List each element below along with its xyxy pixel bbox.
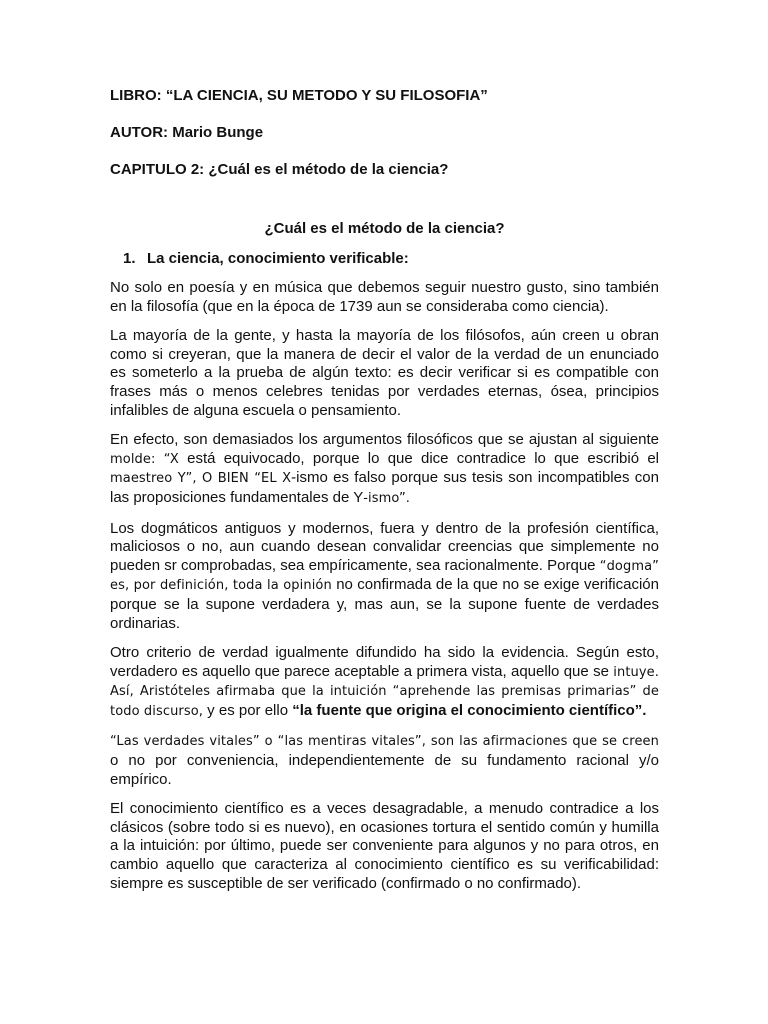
paragraph-4 — [110, 520, 659, 634]
p5-text-d: “la fuente que origina el conocimiento científico”. — [292, 701, 647, 719]
paragraph-7: El conocimiento científico es a veces desagradable, a menudo contradice a los clásicos (sobre todo si es nuevo), en ocasiones tortura el sentido común y humilla a la intuición: por último, puede ser conveniente para algunos y no para otros, en cambio aquello que caracteriza al conocimiento científico es su verificabilidad: siempre es susceptible de ser verificado (confirmado o no confirmado). — [110, 800, 659, 892]
p6-text-a: “Las verdades vitales” o “las mentiras vitales”, son las afirmaciones que se creen — [110, 734, 659, 750]
paragraph-2: La mayoría de la gente, y hasta la mayoría de los filósofos, aún creen u obran como si creyeran, que la manera de decir el valor de la verdad de un enunciado es someterlo a la prueba de algún texto: es decir verificar si es compatible con frases más o menos celebres tenidas por verdades eternas, ósea, principios infalibles de alguna escuela o pensamiento. — [110, 327, 659, 419]
chapter-line: CAPITULO 2: ¿Cuál es el método de la ciencia? — [110, 161, 449, 178]
p4-text-b: “dogma” es, por definición, toda la opinión — [110, 558, 659, 594]
p5-text-c: y es por ello — [203, 701, 293, 719]
p3-text-b: molde: “X — [110, 451, 179, 467]
p3-text-d: maestreo Y”, O BIEN “EL X — [110, 471, 292, 487]
paragraph-3 — [110, 431, 659, 508]
section-title: ¿Cuál es el método de la ciencia? — [264, 220, 505, 237]
p4-text-c: no confirmada de la que no se exige verificación porque se la supone verdadera y, mas aun, se la supone fuente de verdades ordinarias. — [110, 576, 659, 632]
list-label: La ciencia, conocimiento verificable: — [147, 250, 409, 267]
p3-text-a: En efecto, son demasiados los argumentos filosóficos que se ajustan al siguiente — [110, 431, 659, 449]
list-number: 1. — [123, 250, 136, 267]
paragraph-5 — [110, 644, 659, 721]
paragraph-1: No solo en poesía y en música que debemos seguir nuestro gusto, sino también en la filosofía (que en la época de 1739 aun se consideraba como ciencia). — [110, 279, 659, 315]
p3-text-e: -ismo es falso porque sus tesis son incompatibles con las proposiciones fundamentales de Y — [110, 469, 659, 506]
book-title: LIBRO: “LA CIENCIA, SU METODO Y SU FILOSOFIA” — [110, 87, 488, 104]
p5-text-b: intuye. Así, Aristóteles afirmaba que la intuición “aprehende las premisas primarias” de todo discurso, — [110, 664, 659, 719]
p5-text-a: Otro criterio de verdad igualmente difundido ha sido la evidencia. Según esto, verdadero es aquello que parece aceptable a primera vista, aquello que se — [110, 644, 659, 680]
p6-text-b: o no por conveniencia, independientemente de su fundamento racional y/o empírico. — [110, 752, 659, 788]
p4-text-a: Los dogmáticos antiguos y modernos, fuera y dentro de la profesión científica, maliciosos o no, aun cuando desean convalidar creencias que simplemente no pueden sr comprobadas, sea empíricamente, sea racionalmente. Porque — [110, 519, 659, 574]
author-line: AUTOR: Mario Bunge — [110, 124, 264, 141]
document-body — [110, 86, 659, 904]
p3-text-c: está equivocado, porque lo que dice contradice lo que escribió el — [178, 449, 659, 467]
paragraph-6 — [110, 732, 659, 789]
p3-text-f: -ismo”. — [363, 490, 411, 506]
list-item — [110, 249, 659, 268]
